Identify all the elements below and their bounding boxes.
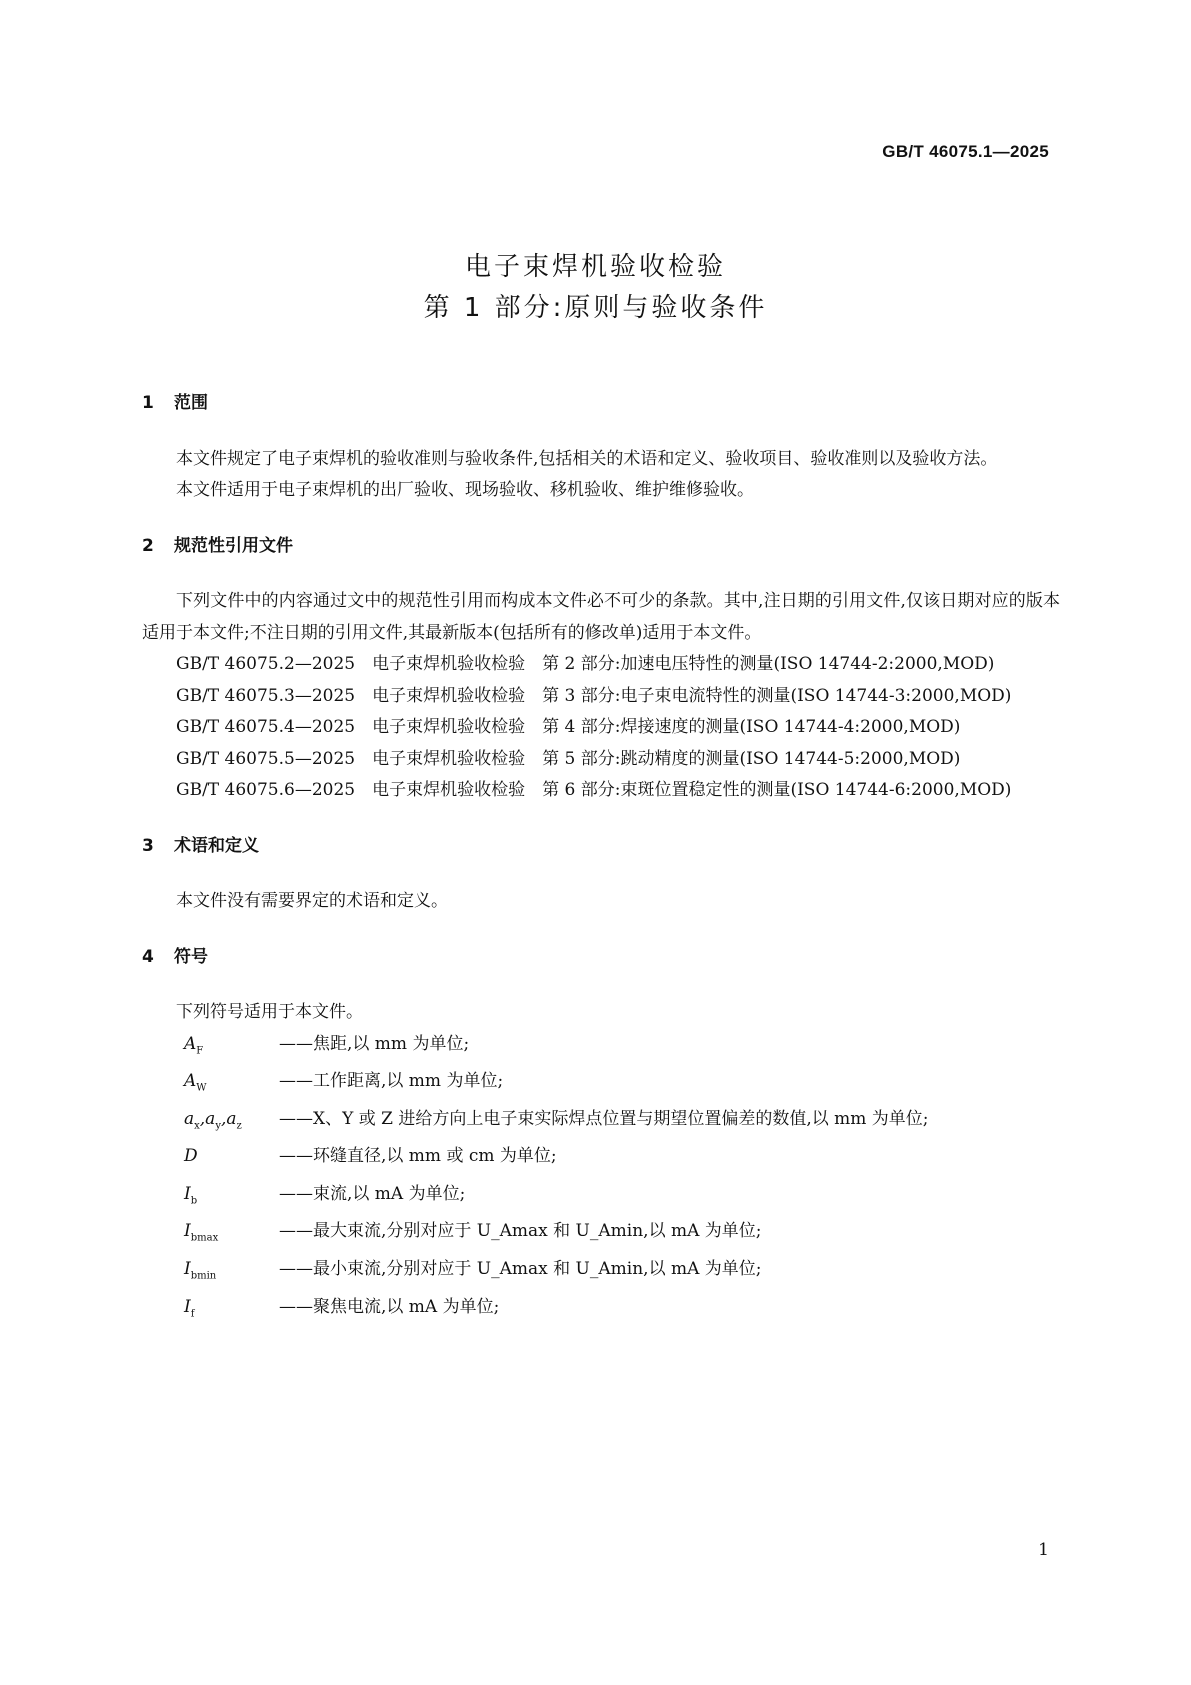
page-number: 1 (1038, 1540, 1049, 1560)
symbol-row (142, 1254, 1060, 1292)
reference-item: GB/T 46075.2—2025 电子束焊机验收检验 第 2 部分:加速电压特性的测量(ISO 14744-2:2000,MOD) (176, 654, 995, 674)
paragraph: 本文件规定了电子束焊机的验收准则与验收条件,包括相关的术语和定义、验收项目、验收准则以及验收方法。 (176, 448, 998, 469)
symbol: $a_x,a_y,a_z$ (184, 1108, 242, 1132)
symbol-description: ——束流,以 mA 为单位; (279, 1183, 466, 1204)
paragraph: 下列符号适用于本文件。 (176, 1002, 363, 1022)
symbol-row (142, 1179, 1060, 1217)
symbol: D (184, 1146, 198, 1167)
symbol-description: ——最小束流,分别对应于 U_Amax 和 U_Amin,以 mA 为单位; (279, 1259, 762, 1280)
symbol-list (142, 1029, 1060, 1330)
paragraph: 本文件没有需要界定的术语和定义。 (176, 891, 448, 911)
document-body (142, 388, 1060, 1329)
document-title-line2: 第 1 部分:原则与验收条件 (423, 293, 768, 323)
symbol-row (142, 1029, 1060, 1067)
symbol-description: ——X、Y 或 Z 进给方向上电子束实际焊点位置与期望位置偏差的数值,以 mm 为单位; (279, 1108, 929, 1129)
symbol-row (142, 1216, 1060, 1254)
symbol: $I_b$ (184, 1183, 198, 1207)
symbol: $I_{bmin}$ (184, 1259, 217, 1282)
symbol: $I_f$ (184, 1296, 195, 1320)
symbol: $I_{bmax}$ (184, 1221, 219, 1244)
standard-number: GB/T 46075.1—2025 (882, 142, 1049, 161)
section-heading-terms: 3 术语和定义 (142, 835, 259, 856)
paragraph: 本文件适用于电子束焊机的出厂验收、现场验收、移机验收、维护维修验收。 (176, 480, 754, 500)
section-heading-normative-references: 2 规范性引用文件 (142, 535, 293, 556)
symbol-description: ——最大束流,分别对应于 U_Amax 和 U_Amin,以 mA 为单位; (279, 1221, 762, 1242)
symbol: $A_W$ (184, 1071, 207, 1094)
document-title-line1: 电子束焊机验收检验 (464, 252, 726, 282)
paragraph: 下列文件中的内容通过文中的规范性引用而构成本文件必不可少的条款。其中,注日期的引用文件,仅该日期对应的版本适用于本文件;不注日期的引用文件,其最新版本(包括所有的修改单)适用于本文件。 (142, 591, 1060, 643)
reference-item: GB/T 46075.4—2025 电子束焊机验收检验 第 4 部分:焊接速度的测量(ISO 14744-4:2000,MOD) (176, 717, 961, 737)
symbol-row (142, 1066, 1060, 1104)
reference-item: GB/T 46075.5—2025 电子束焊机验收检验 第 5 部分:跳动精度的测量(ISO 14744-5:2000,MOD) (176, 748, 961, 769)
reference-item: GB/T 46075.6—2025 电子束焊机验收检验 第 6 部分:束斑位置稳定性的测量(ISO 14744-6:2000,MOD) (176, 780, 1012, 800)
symbol-row (142, 1141, 1060, 1179)
section-heading-scope: 1 范围 (142, 393, 208, 413)
symbol: $A_F$ (184, 1033, 204, 1056)
symbol-description: ——焦距,以 mm 为单位; (279, 1033, 470, 1054)
symbol-row (142, 1104, 1060, 1142)
section-heading-symbols: 4 符号 (142, 946, 208, 967)
reference-item: GB/T 46075.3—2025 电子束焊机验收检验 第 3 部分:电子束电流特性的测量(ISO 14744-3:2000,MOD) (176, 685, 1012, 706)
symbol-description: ——环缝直径,以 mm 或 cm 为单位; (279, 1146, 557, 1167)
symbol-description: ——工作距离,以 mm 为单位; (279, 1071, 504, 1092)
symbol-description: ——聚焦电流,以 mA 为单位; (279, 1296, 500, 1317)
symbol-row (142, 1292, 1060, 1330)
